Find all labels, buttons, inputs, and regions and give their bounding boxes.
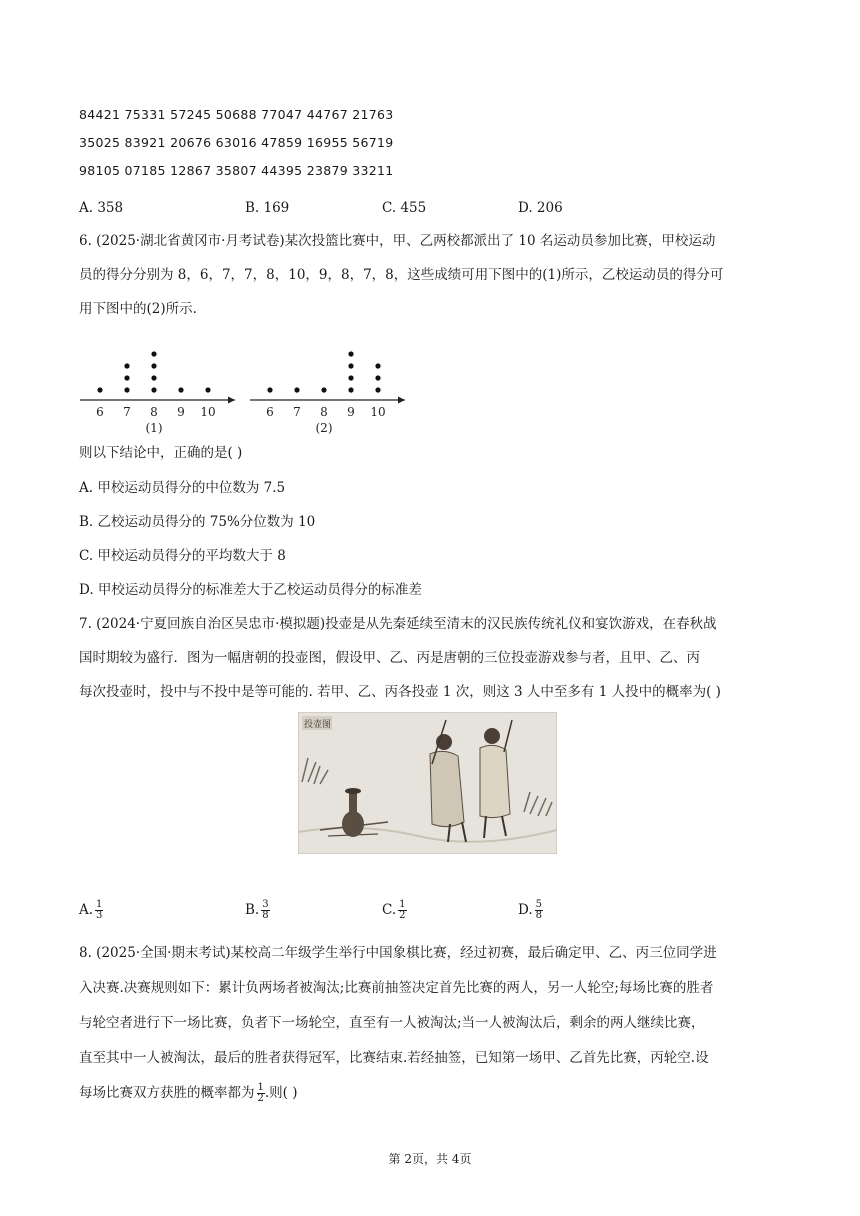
plot-2-dot [375, 363, 380, 368]
q6-option-b: B. 乙校运动员得分的 75%分位数为 10 [79, 514, 316, 530]
plot-2-dot [348, 363, 353, 368]
plot-1-tick-label: 6 [96, 405, 104, 419]
plot-2-dot [348, 387, 353, 392]
q8-stem-line-4: 直至其中一人被淘汰，最后的胜者获得冠军，比赛结束.若经抽签，已知第一场甲、乙首先比赛，丙轮空.设 [79, 1050, 709, 1066]
plot-1-dot [205, 387, 210, 392]
plot-1-dot [151, 387, 156, 392]
q6-stem-line-1: 6. (2025·湖北省黄冈市·月考试卷)某次投篮比赛中，甲、乙两校都派出了 10 名运动员参加比赛，甲校运动 [79, 233, 716, 249]
plot-2-dot [375, 375, 380, 380]
q8-stem-line-3: 与轮空者进行下一场比赛，负者下一场轮空，直至有一人被淘汰;当一人被淘汰后，剩余的两人继续比赛， [79, 1015, 705, 1031]
q7-stem-line-1: 7. (2024·宁夏回族自治区吴忠市·模拟题)投壶是从先秦延续至清末的汉民族传统礼仪和宴饮游戏，在春秋战 [79, 616, 717, 632]
q7-stem-line-3: 每次投壶时，投中与不投中是等可能的. 若甲、乙、丙各投壶 1 次，则这 3 人中至多有 1 人投中的概率为( ) [79, 684, 721, 700]
plot-1-dot [151, 363, 156, 368]
image-title: 投壶图 [304, 720, 332, 730]
q8-stem-line-1: 8. (2025·全国·期末考试)某校高二年级学生举行中国象棋比赛，经过初赛，最后确定甲、乙、丙三位同学进 [79, 945, 717, 961]
page-footer: 第 2页，共 4页 [388, 1152, 472, 1166]
q8-stem-line-2: 入决赛.决赛规则如下：累计负两场者被淘汰;比赛前抽签决定首先比赛的两人，另一人轮空;每场比赛的胜者 [79, 980, 714, 996]
q6-prompt: 则以下结论中，正确的是( ) [79, 445, 243, 461]
plot-2-dot [348, 351, 353, 356]
touhu-illustration [298, 712, 557, 854]
q7-option-a: A. $\frac{1}{3}$ [79, 899, 103, 921]
q5-option-c: C. 455 [382, 200, 427, 216]
plot-1-tick-label: 8 [150, 405, 158, 419]
q6-stem-line-2: 员的得分分别为 8，6，7，7，8，10，9，8，7，8，这些成绩可用下图中的(1)所示，乙校运动员的得分可 [79, 267, 724, 283]
q7-stem-line-2: 国时期较为盛行．图为一幅唐朝的投壶图，假设甲、乙、丙是唐朝的三位投壶游戏参与者，且甲、乙、丙 [79, 650, 700, 666]
plot-1-tick-label: 7 [123, 405, 131, 419]
q7-option-d: D. $\frac{5}{8}$ [518, 899, 543, 921]
random-table-row-2: 35025 83921 20676 63016 47859 16955 56719 [79, 135, 394, 150]
plot-2-dot [348, 375, 353, 380]
plot-1-dot [124, 387, 129, 392]
q8-stem-line-5: 每场比赛双方获胜的概率都为 $\frac{1}{2}$ .则( ) [79, 1082, 298, 1104]
plot-2-dot [321, 387, 326, 392]
plot-2-tick-label: 9 [347, 405, 355, 419]
plot-2-tick-label: 7 [293, 405, 301, 419]
plot-1-tick-label: 9 [177, 405, 185, 419]
q6-option-d: D. 甲校运动员得分的标准差大于乙校运动员得分的标准差 [79, 582, 422, 598]
q5-option-a: A. 358 [79, 200, 124, 216]
plot-1-tick-label: 10 [200, 405, 216, 419]
q7-option-b: B. $\frac{3}{8}$ [245, 899, 269, 921]
dot-plots [60, 340, 420, 440]
q6-stem-line-3: 用下图中的(2)所示. [79, 301, 197, 317]
plot-1-dot [124, 375, 129, 380]
plot-1-dot [178, 387, 183, 392]
random-table-row-3: 98105 07185 12867 35807 44395 23879 33211 [79, 163, 394, 178]
plot-1-title: (1) [145, 421, 163, 435]
plot-1-dot [124, 363, 129, 368]
plot-2-title: (2) [315, 421, 333, 435]
random-table-row-1: 84421 75331 57245 50688 77047 44767 21763 [79, 107, 394, 122]
q6-option-a: A. 甲校运动员得分的中位数为 7.5 [79, 480, 286, 496]
plot-2-tick-label: 8 [320, 405, 328, 419]
plot-2-tick-label: 10 [370, 405, 386, 419]
plot-1-dot [97, 387, 102, 392]
q6-option-c: C. 甲校运动员得分的平均数大于 8 [79, 548, 286, 564]
q7-option-c: C. $\frac{1}{2}$ [382, 899, 406, 921]
plot-2-tick-label: 6 [266, 405, 274, 419]
plot-1-axis-arrow [228, 397, 235, 404]
plot-2-dot [375, 387, 380, 392]
plot-1-dot [151, 351, 156, 356]
q5-option-d: D. 206 [518, 200, 563, 216]
plot-2-dot [267, 387, 272, 392]
plot-2-axis-arrow [398, 397, 405, 404]
plot-2-dot [294, 387, 299, 392]
q5-option-b: B. 169 [245, 200, 290, 216]
plot-1-dot [151, 375, 156, 380]
